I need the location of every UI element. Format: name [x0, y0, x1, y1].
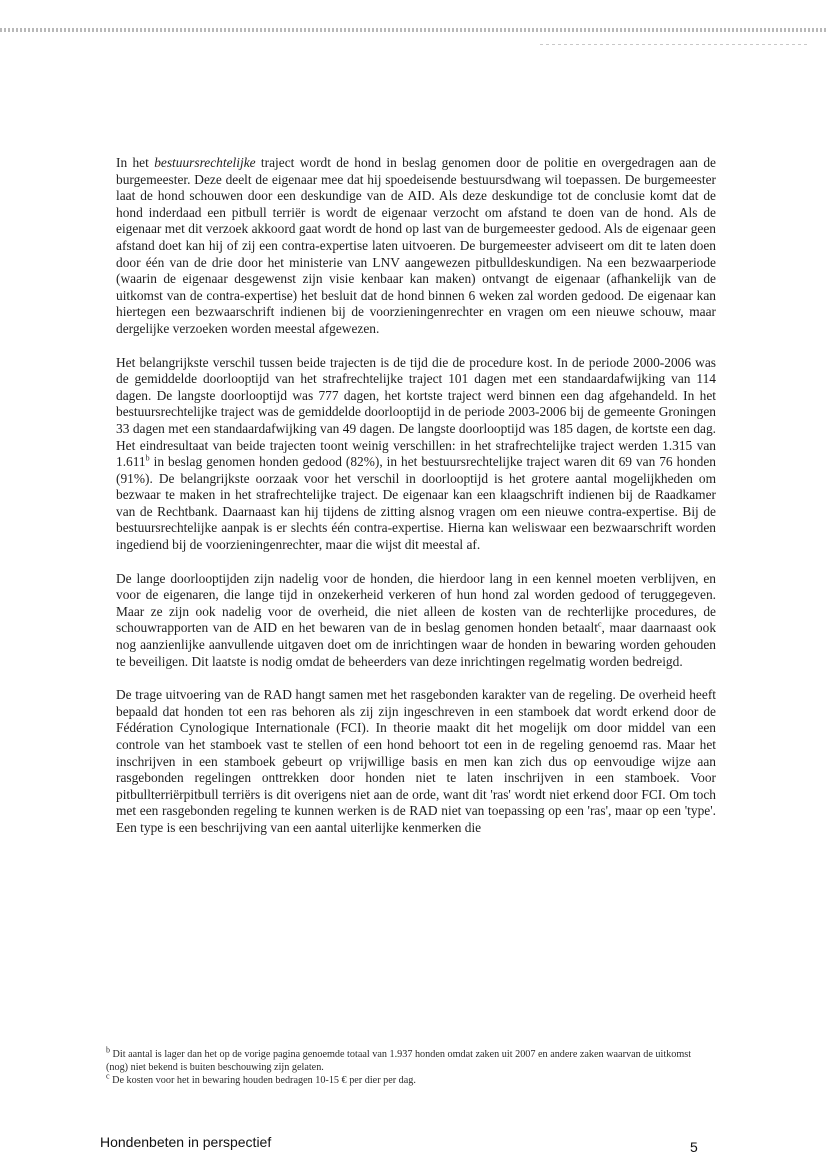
paragraph-text: in beslag genomen honden gedood (82%), in het bestuursrechtelijke traject waren dit 69 van 76 honden (91%). De belangrijkste oorzaak voor het verschil in doorlooptijd is het grotere aantal mogelijkheden om bezwaar te maken in het strafrechtelijke traject. De eigenaar kan een klaagschrift indienen bij de Raadkamer van de Rechtbank. Daarnaast kan hij tijdens de zitting alsnog vragen om een nieuwe contra-expertise. Bij de bestuursrechtelijke aanpak is er slechts één contra-expertise. Hierna kan weliswaar een bezwaarschrift worden ingediend bij de voorzieningenrechter, maar die wijst dit meestal af.: [116, 454, 716, 553]
footnotes: [106, 1045, 696, 1087]
footer-title: Hondenbeten in perspectief: [100, 1134, 272, 1150]
page-number: 5: [690, 1139, 698, 1155]
footnote-text: Dit aantal is lager dan het op de vorige pagina genoemde totaal van 1.937 honden omdat zaken uit 2007 en andere zaken waarvan de uitkomst (nog) niet bekend is buiten beschouwing zijn gelaten.: [106, 1049, 692, 1073]
paragraph-text: De lange doorlooptijden zijn nadelig voor de honden, die hierdoor lang in een kennel moeten verblijven, en voor de eigenaren, die lange tijd in onzekerheid verkeren of hun hond zal worden gedood of teruggegeven. Maar ze zijn ook nadelig voor de overheid, die niet alleen de kosten van de rechterlijke procedures, de schouwrapporten van de AID en het bewaren van de in beslag genomen honden betaalt: [116, 570, 716, 636]
footnote-b: [106, 1045, 696, 1074]
paragraph-duration-comparison: [116, 355, 716, 554]
footnote-c: [106, 1071, 696, 1087]
paragraph-text: traject wordt de hond in beslag genomen door de politie en overgedragen aan de burgemeester. Deze deelt de eigenaar mee dat hij spoedeisende bestuursdwang wil toepassen. De burgemeester laat de hond schouwen door een deskundige van de AID. Als deze deskundige tot de conclusie komt dat de hond inderdaad een pitbull terriër is wordt de eigenaar verzocht om afstand te doen van de hond. Als de eigenaar met dit verzoek akkoord gaat wordt de hond op last van de burgemeester gedood. Als de eigenaar geen afstand doet kan hij of zij een contra-expertise laten uitvoeren. De burgemeester adviseert om dit te laten doen door één van de drie door het ministerie van LNV aangewezen pitbulldeskundigen. Na een bezwaarperiode (waarin de eigenaar desgewenst zijn visie kenbaar kan maken) ontvangt de eigenaar (afhankelijk van de uitkomst van de contra-expertise) het besluit dat de hond binnen 6 weken zal worden gedood. De eigenaar kan hiertegen een bezwaarschrift indienen bij de voorzieningenrechter en vragen om een nieuwe schouw, maar dergelijke verzoeken worden meestal afgewezen.: [116, 155, 716, 336]
footnote-marker: b: [106, 1045, 110, 1055]
footnote-ref-c: c: [597, 619, 602, 629]
paragraph-lead: In het: [116, 155, 155, 170]
body-text: [116, 155, 716, 854]
header-rule-secondary: [540, 44, 810, 45]
footnote-marker: c: [106, 1071, 110, 1081]
paragraph-text: , maar daarnaast ook nog aanzienlijke aanvullende uitgaven doet om de inrichtingen waar de honden in bewaring worden gehouden te beveiligen. Dit laatste is nodig omdat de beheerders van deze inrichtingen regelmatig worden bedreigd.: [116, 620, 717, 669]
paragraph-administrative-procedure: [116, 155, 716, 338]
paragraph-text: Het belangrijkste verschil tussen beide trajecten is de tijd die de procedure kost. In de periode 2000-2006 was de gemiddelde doorlooptijd van het strafrechtelijke traject 101 dagen met een standaardafwijking van 114 dagen. De langste doorlooptijd was 777 dagen, het kortste traject werd binnen een dag afgehandeld. In het bestuursrechtelijke traject was de gemiddelde doorlooptijd in de periode 2003-2006 bij de gemeente Groningen 33 dagen met een standaardafwijking van 49 dagen. De langste doorlooptijd was 185 dagen, de kortste een dag. Het eindresultaat van beide trajecten toont weinig verschillen: in het strafrechtelijke traject werden 1.315 van 1.611: [116, 354, 716, 470]
italic-term: bestuursrechtelijke: [154, 155, 256, 170]
footnote-ref-b: b: [145, 453, 150, 463]
footnote-text: De kosten voor het in bewaring houden bedragen 10-15 € per dier per dag.: [109, 1075, 416, 1086]
paragraph-long-durations: [116, 571, 716, 671]
header-rule: [0, 28, 826, 32]
paragraph-breed-regulation: De trage uitvoering van de RAD hangt samen met het rasgebonden karakter van de regeling. De overheid heeft bepaald dat honden tot een ras behoren als zij zijn ingeschreven in een stamboek dat wordt erkend door de Fédération Cynologique Internationale (FCI). In theorie maakt dit het mogelijk om door middel van een controle van het stamboek vast te stellen of een hond behoort tot een in de regeling genoemd ras. Maar het inschrijven in een stamboek gebeurt op vrijwillige basis en men kan zich dus op eenvoudige wijze aan rasgebonden regelingen onttrekken door honden niet te laten inschrijven in een stamboek. Voor pitbullterriërpitbull terriërs is dit overigens niet aan de orde, want dit 'ras' wordt niet erkend door FCI. Om toch met een rasgebonden regeling te kunnen werken is de RAD niet van toepassing op een 'ras', maar op een 'type'. Een type is een beschrijving van een aantal uiterlijke kenmerken die: [116, 687, 716, 835]
